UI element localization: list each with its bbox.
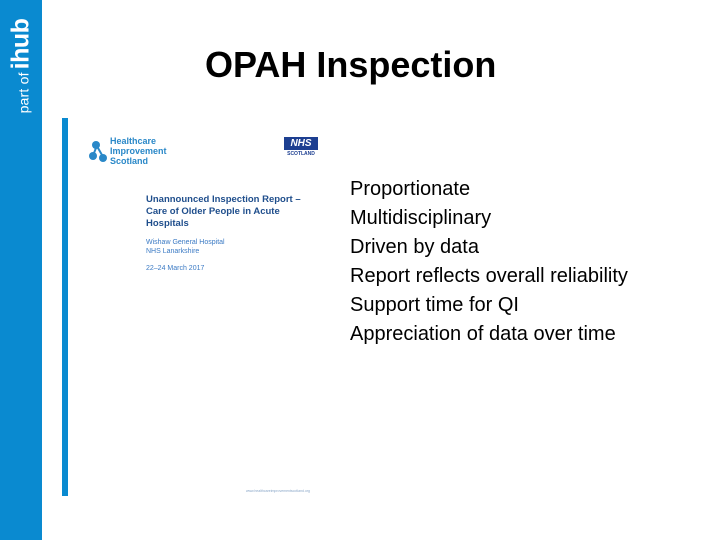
brand-prefix: part of: [15, 72, 32, 114]
report-title-line: Care of Older People in Acute: [146, 206, 280, 217]
org-line: Improvement: [110, 146, 167, 156]
report-cover-image: [62, 118, 340, 496]
report-meta: [146, 238, 225, 256]
nhs-badge: NHS: [284, 137, 318, 150]
report-cover-edge: [62, 118, 68, 496]
bullet-item: Multidisciplinary: [350, 207, 492, 229]
report-hospital: Wishaw General Hospital: [146, 239, 225, 246]
brand-name: ihub: [6, 18, 35, 70]
org-name: [110, 136, 167, 166]
bullet-item: Driven by data: [350, 236, 479, 258]
bullet-item: Support time for QI: [350, 294, 519, 316]
org-line: Scotland: [110, 156, 149, 166]
slide-title: OPAH Inspection: [205, 44, 497, 85]
bullet-item: Appreciation of data over time: [350, 323, 616, 345]
report-title-line: Hospitals: [146, 218, 189, 229]
ihub-logo: [7, 19, 36, 114]
report-title-line: Unannounced Inspection Report –: [146, 194, 301, 205]
report-title: [146, 194, 316, 230]
bullet-list: [350, 175, 628, 349]
bullet-item: Proportionate: [350, 178, 471, 200]
report-board: NHS Lanarkshire: [146, 248, 200, 255]
org-line: Healthcare: [110, 136, 157, 146]
bullet-item: Report reflects overall reliability: [350, 265, 628, 287]
report-url: www.healthcareimprovementscotland.org: [246, 489, 311, 493]
report-date: 22–24 March 2017: [146, 265, 205, 272]
nhs-subtitle: SCOTLAND: [287, 151, 315, 157]
